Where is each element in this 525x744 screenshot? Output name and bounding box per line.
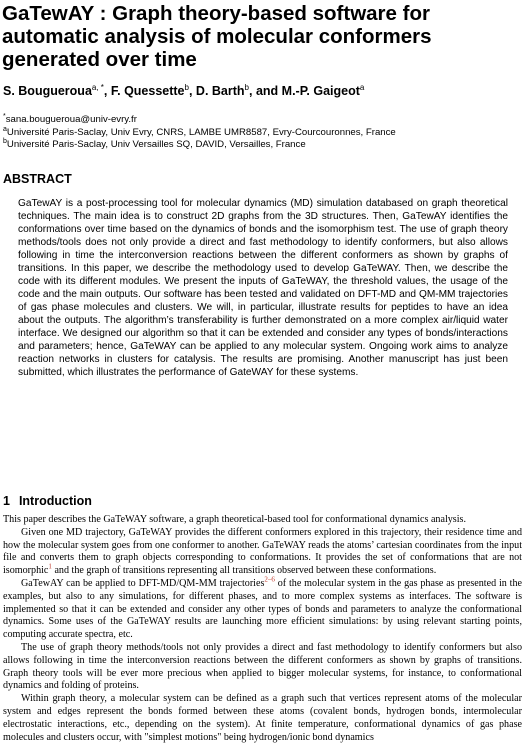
author-separator: , <box>103 84 111 98</box>
author-list <box>3 84 523 98</box>
body-text: Given one MD trajectory, GaTeWAY provides the different conformers explored in this trajectory, their residence time and how the molecular system goes from one conformer to another. GaTeWAY reads the atoms’ cartesian coordinates from the input file and converts them to graph objects corresponding to conformations. It provides the set of conformations that are not isomorphic <box>3 526 522 577</box>
body-text: and the graph of transitions representing all transitions observed between these conformations. <box>51 565 437 577</box>
author-name: S. Bougueroua <box>3 84 92 98</box>
body-paragraph: This paper describes the GaTeWAY software, a graph theoretical-based tool for conformational dynamics analysis. <box>3 514 466 525</box>
body-paragraph <box>3 527 522 578</box>
body-paragraph: Within graph theory, a molecular system can be defined as a graph such that vertices represent atoms of the molecular system and edges represent the bonds formed between these atoms (covalent bonds, hydrogen bonds, intermolecular electrostatic interactions, etc., depending on the system). At finite temperature, conformational dynamics of gas phase molecules and clusters occur, with "simplest motions" being hydrogen/ionic bond dynamics <box>3 693 522 743</box>
section-heading <box>3 494 92 508</box>
abstract-heading: ABSTRACT <box>3 172 72 186</box>
corresponding-email[interactable]: sana.bougueroua@univ-evry.fr <box>5 114 137 125</box>
body-text: of the molecular system in the gas phase as presented in the examples, but also to any simulations, for different phases, and to more complex systems as interfaces. The software is implemented so that it can be extended and consider any other types of bonds and parameters to analyze the conformational dynamics. Some uses of the GaTeWAY results are launching more efficient simulations: by using relevant starting points, computing accurate spectra, etc. <box>3 577 522 641</box>
affiliation-b-mark: b <box>3 137 7 145</box>
affiliation-b-text: Université Paris-Saclay, Univ Versailles SQ, DAVID, Versailles, France <box>6 139 306 150</box>
affiliation-b <box>3 139 523 152</box>
section-title: Introduction <box>18 494 92 508</box>
affiliation-a-mark: a <box>3 125 7 133</box>
affiliations <box>3 114 523 152</box>
body-paragraph: The use of graph theory methods/tools not only provides a direct and fast methodology to identify conformers but also allows following in time the interconversion reactions between the different conformers as shown by graphs of transitions. Graph theory tools will be ever more precious when applied to bigger molecular systems, for instance, to conformational dynamics and folding of proteins. <box>3 641 522 692</box>
author-affil-mark: b <box>184 82 189 92</box>
author-affil-mark: b <box>244 82 249 92</box>
section-body <box>3 514 522 744</box>
corresponding-mark: * <box>3 112 6 120</box>
corresponding-email-line <box>3 114 523 127</box>
author-affil-mark: a <box>359 82 365 92</box>
author-name: M.-P. Gaigeot <box>281 84 360 98</box>
paper-title: GaTewAY : Graph theory-based software for automatic analysis of molecular conformers generated over time <box>2 2 432 71</box>
citation-link[interactable]: 2–6 <box>264 575 275 584</box>
author-affil-mark: a, * <box>91 82 104 92</box>
author-name: F. Quessette <box>110 84 185 98</box>
author-name: D. Barth <box>195 84 245 98</box>
author-separator: , and <box>249 84 282 98</box>
affiliation-a-text: Université Paris-Saclay, Univ Evry, CNRS, LAMBE UMR8587, Evry-Courcouronnes, France <box>6 126 396 138</box>
citation-link[interactable]: 1 <box>48 562 52 571</box>
body-text: GaTewAY can be applied to DFT-MD/QM-MM trajectories <box>21 577 265 589</box>
author-separator: , <box>188 84 196 98</box>
affiliation-a <box>3 127 523 140</box>
section-number: 1 <box>3 494 10 508</box>
body-paragraph <box>3 575 522 642</box>
abstract-text: GaTewAY is a post-processing tool for molecular dynamics (MD) simulation databased on graph theoretical techniques. The main idea is to construct 2D graphs from the 3D structures. Then, GaTewAY identifies the conformations over time based on the dynamics of bonds and the isomorphism test. The use of graph theory methods/tools does not only provide a direct and fast methodology to identify conformers, but also allows following in time the interconversion reactions between the different conformers as shown by graphs of transitions. In this paper, we describe the methodology used to develop GaTeWAY. Then, we describe the code with its different modules. We present the inputs of GaTeWAY, the threshold values, the usage of the code and the main outputs. Our software has been tested and validated on DFT-MD and QM-MM trajectories of gas phase molecules and clusters. We will, in particular, illustrate results for peptides to have an idea about the outputs. The algorithm’s transferability is further demonstrated on a more complex air/liquid water interface. We designed our algorithm so that it can be extended and consider any types of bonds/interactions and parameters; hence, GaTeWAY can be applied to any molecular system. Ongoing work aims to analyze reaction networks in clusters for catalysis. The results are promising. Another manuscript has just been submitted, which illustrates the performance of GateWAY for these systems. <box>18 198 508 378</box>
